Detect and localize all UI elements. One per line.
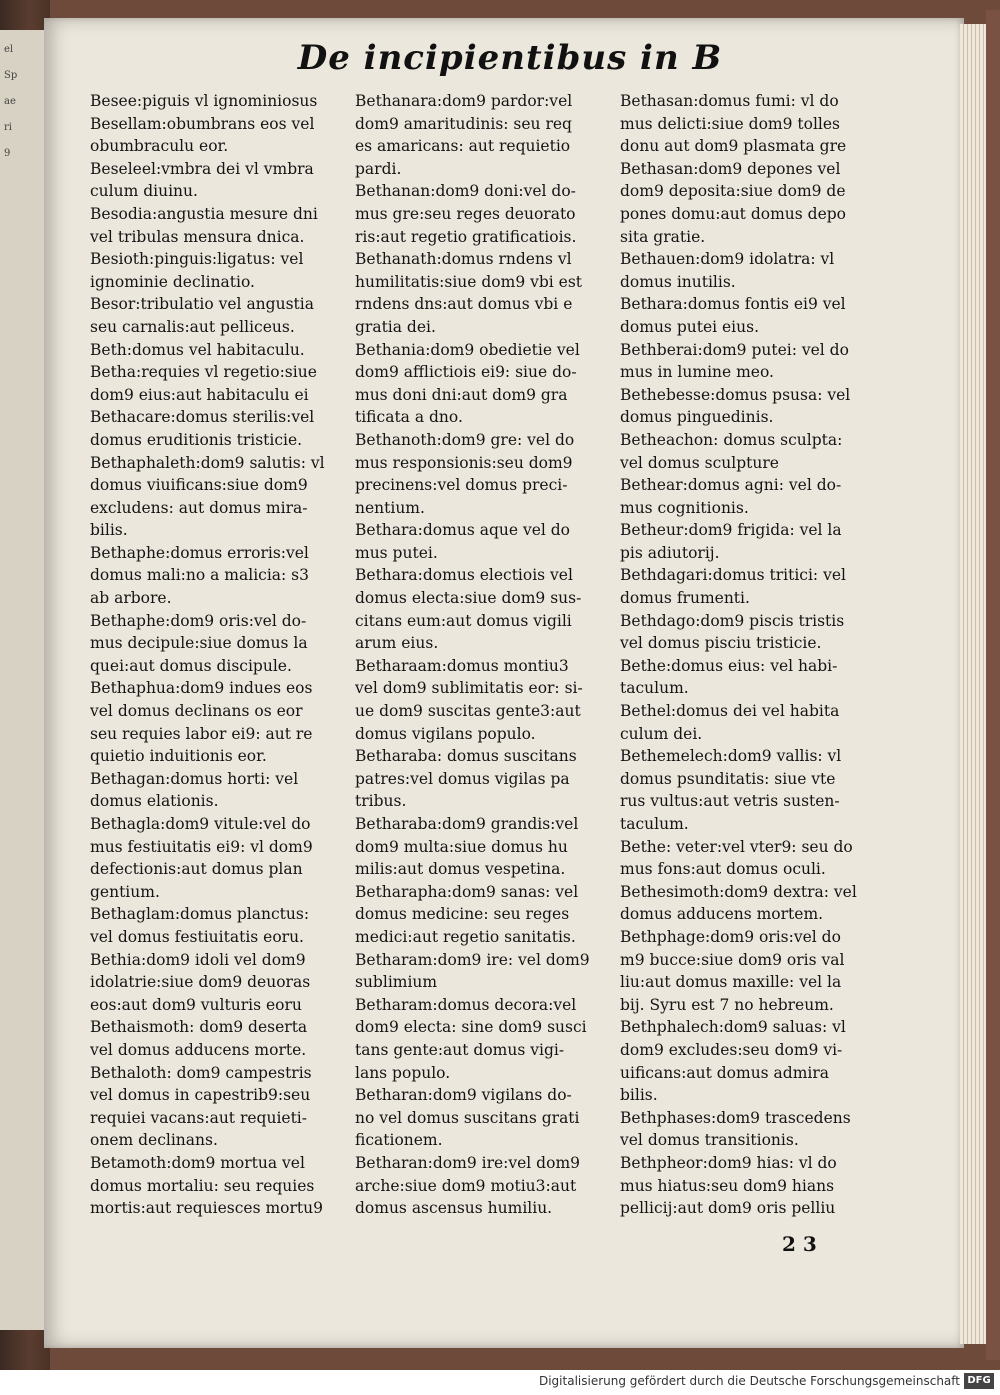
text-line: humilitatis:siue dom9 vbi est: [355, 272, 583, 291]
text-line: ris:aut regetio gratificatiois.: [355, 227, 577, 246]
signature-mark: 2 3: [782, 1232, 817, 1256]
text-line: pones domu:aut domus depo: [620, 204, 846, 223]
text-line: Bethaphaleth:dom9 salutis: vl: [90, 453, 325, 472]
text-line: domus ascensus humiliu.: [355, 1199, 553, 1218]
text-line: ficationem.: [355, 1131, 443, 1150]
text-line: domus elationis.: [90, 792, 219, 811]
text-line: vel domus pisciu tristicie.: [620, 634, 822, 653]
text-line: defectionis:aut domus plan: [90, 860, 303, 879]
footer-bar: [0, 1370, 1000, 1395]
left-page-fragment: ae: [4, 96, 16, 107]
text-line: requiei vacans:aut requieti-: [90, 1108, 307, 1127]
text-line: bilis.: [90, 521, 128, 540]
text-line: Bethanan:dom9 doni:vel do-: [355, 182, 576, 201]
text-line: milis:aut domus vespetina.: [355, 860, 566, 879]
text-line: dom9 amaritudinis: seu req: [355, 114, 572, 133]
text-line: Bethagan:domus horti: vel: [90, 769, 299, 788]
text-line: seu requies labor ei9: aut re: [90, 724, 313, 743]
text-line: Betamoth:dom9 mortua vel: [90, 1153, 305, 1172]
page-edges: [960, 24, 988, 1344]
text-line: Betharaba: domus suscitans: [355, 747, 577, 766]
text-line: domus frumenti.: [620, 589, 750, 608]
text-line: Bethphalech:dom9 saluas: vl: [620, 1018, 846, 1037]
text-line: domus mali:no a malicia: s3: [90, 566, 309, 585]
text-line: Bethara:domus aque vel do: [355, 521, 571, 540]
text-line: dom9 afflictiois ei9: siue do-: [355, 363, 577, 382]
text-line: Bethe: veter:vel vter9: seu do: [620, 837, 853, 856]
text-line: Besodia:angustia mesure dni: [90, 204, 318, 223]
left-page-fragment: 9: [4, 148, 11, 159]
text-line: m9 bucce:siue dom9 oris val: [620, 950, 845, 969]
text-line: Bethemelech:dom9 vallis: vl: [620, 747, 842, 766]
text-line: Bethanara:dom9 pardor:vel: [355, 92, 573, 110]
left-page-strip: [0, 30, 46, 1330]
text-line: vel domus adducens morte.: [90, 1040, 307, 1059]
text-line: Betheur:dom9 frigida: vel la: [620, 521, 842, 540]
text-line: idolatrie:siue dom9 deuoras: [90, 973, 311, 992]
text-line: gentium.: [90, 882, 160, 901]
text-line: Bethdagari:domus tritici: vel: [620, 566, 846, 585]
text-line: mus cognitionis.: [620, 498, 749, 517]
text-line: vel domus in capestrib9:seu: [90, 1086, 311, 1105]
text-line: vel tribulas mensura dnica.: [90, 227, 305, 246]
left-page-fragment: el: [4, 44, 14, 55]
text-line: tribus.: [355, 792, 407, 811]
text-line: precinens:vel domus preci-: [355, 476, 568, 495]
text-line: nentium.: [355, 498, 425, 517]
text-line: Bethaphe:dom9 oris:vel do-: [90, 611, 307, 630]
text-line: Betharaam:domus montiu3: [355, 656, 569, 675]
text-line: mus festiuitatis ei9: vl dom9: [90, 837, 313, 856]
text-line: mus hiatus:seu dom9 hians: [620, 1176, 835, 1195]
text-line: pis adiutorij.: [620, 543, 720, 562]
text-line: mus putei.: [355, 543, 438, 562]
text-line: Betharapha:dom9 sanas: vel: [355, 882, 579, 901]
text-column-1: [90, 90, 360, 1220]
text-line: patres:vel domus vigilas pa: [355, 769, 570, 788]
text-line: quei:aut domus discipule.: [90, 656, 292, 675]
text-line: quietio induitionis eor.: [90, 747, 267, 766]
text-line: Beseleel:vmbra dei vl vmbra: [90, 159, 314, 178]
text-line: Besor:tribulatio vel angustia: [90, 295, 314, 314]
text-line: taculum.: [620, 815, 689, 833]
text-line: Betharam:domus decora:vel: [355, 995, 577, 1014]
text-line: dom9 deposita:siue dom9 de: [620, 182, 846, 201]
text-line: es amaricans: aut requietio: [355, 137, 571, 156]
text-line: Bethel:domus dei vel habita: [620, 702, 840, 721]
text-line: onem declinans.: [90, 1131, 218, 1150]
text-line: Betharam:dom9 ire: vel dom9: [355, 950, 590, 969]
text-line: Bethara:domus fontis ei9 vel: [620, 295, 846, 314]
text-line: Bethesimoth:dom9 dextra: vel: [620, 882, 857, 901]
footer-credit: Digitalisierung gefördert durch die Deutsche Forschungsgemeinschaft: [538, 1374, 960, 1388]
text-line: domus pinguedinis.: [620, 408, 774, 427]
text-line: arche:siue dom9 motiu3:aut: [355, 1176, 577, 1195]
text-line: Bethaglam:domus planctus:: [90, 905, 310, 924]
text-column-2: [355, 90, 625, 1220]
text-line: domus eruditionis tristicie.: [90, 430, 303, 449]
text-line: rus vultus:aut vetris susten-: [620, 792, 840, 811]
text-line: liu:aut domus maxille: vel la: [620, 973, 842, 992]
text-line: ignominie declinatio.: [90, 272, 255, 291]
text-line: sublimium: [355, 973, 438, 992]
text-line: Bethauen:dom9 idolatra: vl: [620, 250, 835, 269]
text-line: dom9 eius:aut habitaculu ei: [90, 385, 309, 404]
text-line: dom9 multa:siue domus hu: [355, 837, 568, 856]
text-line: Beth:domus vel habitaculu.: [90, 340, 305, 359]
text-line: Betharaba:dom9 grandis:vel: [355, 815, 579, 833]
text-line: bij. Syru est 7 no hebreum.: [620, 995, 834, 1014]
text-line: Bethaismoth: dom9 deserta: [90, 1018, 308, 1037]
book-cover-right: [986, 10, 1000, 1360]
text-line: vel dom9 sublimitatis eor: si-: [355, 679, 583, 698]
text-line: Bethpheor:dom9 hias: vl do: [620, 1153, 837, 1172]
text-line: culum diuinu.: [90, 182, 198, 201]
text-line: vel domus transitionis.: [620, 1131, 799, 1150]
text-line: Bethaloth: dom9 campestris: [90, 1063, 312, 1082]
text-line: gratia dei.: [355, 317, 436, 336]
text-line: Bethear:domus agni: vel do-: [620, 476, 842, 495]
text-line: mus doni dni:aut dom9 gra: [355, 385, 568, 404]
text-line: vel domus sculpture: [620, 453, 779, 472]
text-line: Bethagla:dom9 vitule:vel do: [90, 815, 311, 833]
text-line: Bethberai:dom9 putei: vel do: [620, 340, 849, 359]
text-line: Besee:piguis vl ignominiosus: [90, 92, 318, 110]
text-line: dom9 excludes:seu dom9 vi-: [620, 1040, 843, 1059]
text-line: domus adducens mortem.: [620, 905, 824, 924]
text-line: Besellam:obumbrans eos vel: [90, 114, 315, 133]
text-line: medici:aut regetio sanitatis.: [355, 927, 576, 946]
text-line: Bethasan:domus fumi: vl do: [620, 92, 839, 110]
text-line: ab arbore.: [90, 589, 172, 608]
text-line: Betheachon: domus sculpta:: [620, 430, 843, 449]
text-line: arum eius.: [355, 634, 439, 653]
text-line: Betharan:dom9 vigilans do-: [355, 1086, 572, 1105]
text-line: tans gente:aut domus vigi-: [355, 1040, 565, 1059]
text-line: culum dei.: [620, 724, 703, 743]
text-line: bilis.: [620, 1086, 658, 1105]
text-line: domus medicine: seu reges: [355, 905, 570, 924]
text-line: mortis:aut requiesces mortu9: [90, 1199, 323, 1218]
text-line: pardi.: [355, 159, 402, 178]
text-line: uificans:aut domus admira: [620, 1063, 830, 1082]
text-line: eos:aut dom9 vulturis eoru: [90, 995, 302, 1014]
text-line: domus viuificans:siue dom9: [90, 476, 308, 495]
text-line: mus responsionis:seu dom9: [355, 453, 573, 472]
text-line: Bethacare:domus sterilis:vel: [90, 408, 315, 427]
text-line: dom9 electa: sine dom9 susci: [355, 1018, 587, 1037]
text-line: sita gratie.: [620, 227, 706, 246]
text-line: Bethania:dom9 obedietie vel: [355, 340, 580, 359]
text-line: Bethaphe:domus erroris:vel: [90, 543, 309, 562]
text-line: tificata a dno.: [355, 408, 463, 427]
text-line: Bethanath:domus rndens vl: [355, 250, 572, 269]
text-line: mus delicti:siue dom9 tolles: [620, 114, 840, 133]
text-line: seu carnalis:aut pelliceus.: [90, 317, 295, 336]
text-line: Betha:requies vl regetio:siue: [90, 363, 317, 382]
text-line: domus mortaliu: seu requies: [90, 1176, 315, 1195]
text-line: obumbraculu eor.: [90, 137, 229, 156]
text-line: lans populo.: [355, 1063, 451, 1082]
text-line: Bethdago:dom9 piscis tristis: [620, 611, 845, 630]
text-line: domus inutilis.: [620, 272, 736, 291]
dfg-logo: DFG: [964, 1373, 994, 1389]
page-heading: De incipientibus in B: [297, 38, 723, 78]
left-page-fragment: ri: [4, 122, 12, 133]
text-line: mus fons:aut domus oculi.: [620, 860, 826, 879]
text-line: Bethaphua:dom9 indues eos: [90, 679, 313, 698]
text-line: no vel domus suscitans grati: [355, 1108, 580, 1127]
text-line: citans eum:aut domus vigili: [355, 611, 572, 630]
text-line: ue dom9 suscitas gente3:aut: [355, 702, 581, 721]
text-line: vel domus festiuitatis eoru.: [90, 927, 304, 946]
text-line: domus electa:siue dom9 sus-: [355, 589, 582, 608]
text-line: Bethe:domus eius: vel habi-: [620, 656, 838, 675]
text-line: vel domus declinans os eor: [90, 702, 303, 721]
text-line: Bethebesse:domus psusa: vel: [620, 385, 851, 404]
text-line: Bethasan:dom9 depones vel: [620, 159, 841, 178]
text-line: domus psunditatis: siue vte: [620, 769, 836, 788]
text-line: domus vigilans populo.: [355, 724, 536, 743]
text-line: excludens: aut domus mira-: [90, 498, 308, 517]
text-line: mus in lumine meo.: [620, 363, 774, 382]
text-column-3: [620, 90, 890, 1220]
text-line: Bethphases:dom9 trascedens: [620, 1108, 851, 1127]
text-line: Besioth:pinguis:ligatus: vel: [90, 250, 304, 269]
text-line: Bethara:domus electiois vel: [355, 566, 573, 585]
text-line: donu aut dom9 plasmata gre: [620, 137, 847, 156]
text-line: domus putei eius.: [620, 317, 760, 336]
text-line: taculum.: [620, 679, 689, 698]
text-line: mus decipule:siue domus la: [90, 634, 308, 653]
text-line: Bethanoth:dom9 gre: vel do: [355, 430, 575, 449]
text-line: Bethia:dom9 idoli vel dom9: [90, 950, 306, 969]
text-line: mus gre:seu reges deuorato: [355, 204, 576, 223]
left-page-fragment: Sp: [4, 70, 18, 81]
text-line: pellicij:aut dom9 oris pelliu: [620, 1199, 836, 1218]
text-line: rndens dns:aut domus vbi e: [355, 295, 573, 314]
text-line: Bethphage:dom9 oris:vel do: [620, 927, 841, 946]
text-line: Betharan:dom9 ire:vel dom9: [355, 1153, 580, 1172]
